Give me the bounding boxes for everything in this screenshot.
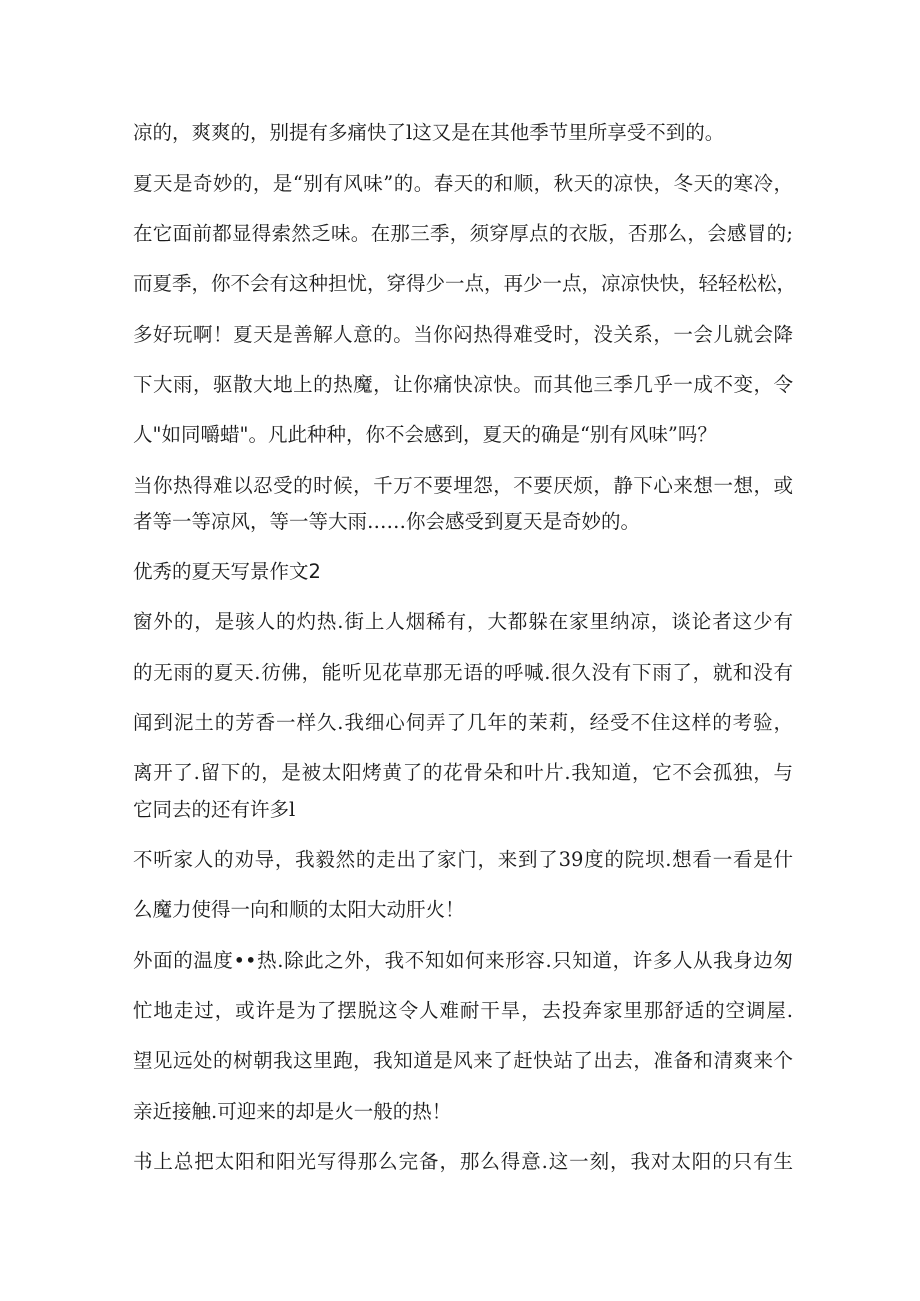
paragraph-line: 夏天是奇妙的，是“别有风味”的。春天的和顺，秋天的凉快，冬天的寒冷， xyxy=(133,172,793,195)
paragraph-line: 不听家人的劝导，我毅然的走出了家门，来到了39度的院坝.想看一看是什 xyxy=(133,848,793,871)
paragraph-line: 窗外的，是骇人的灼热.街上人烟稀有，大都躲在家里纳凉，谈论者这少有 xyxy=(133,610,793,633)
section-heading: 优秀的夏天写景作文2 xyxy=(133,560,321,583)
paragraph-line: 忙地走过，或许是为了摆脱这令人难耐干旱，去投奔家里那舒适的空调屋. xyxy=(133,999,793,1022)
paragraph-line: 当你热得难以忍受的时候，千万不要埋怨，不要厌烦，静下心来想一想，或 xyxy=(133,474,793,497)
paragraph-line: 它同去的还有许多l xyxy=(133,798,296,821)
paragraph-line: 望见远处的树朝我这里跑，我知道是风来了赶快站了出去，准备和清爽来个 xyxy=(133,1049,793,1072)
paragraph-line: 离开了.留下的，是被太阳烤黄了的花骨朵和叶片.我知道，它不会孤独，与 xyxy=(133,761,793,784)
paragraph-line: 凉的，爽爽的，别提有多痛快了l这又是在其他季节里所享受不到的。 xyxy=(133,121,725,144)
paragraph-line: 么魔力使得一向和顺的太阳大动肝火！ xyxy=(133,898,465,921)
paragraph-line: 的无雨的夏天.彷佛，能听见花草那无语的呼喊.很久没有下雨了，就和没有 xyxy=(133,661,793,684)
paragraph-line: 亲近接触.可迎来的却是火一般的热！ xyxy=(133,1100,452,1123)
paragraph-line: 者等一等凉风，等一等大雨……你会感受到夏天是奇妙的。 xyxy=(133,510,641,533)
paragraph-line: 在它面前都显得索然乏味。在那三季，须穿厚点的衣版，否那么，会感冒的; xyxy=(133,222,793,245)
paragraph-line: 人"如同嚼蜡"。凡此种种，你不会感到，夏天的确是“别有风味”吗？ xyxy=(133,423,717,446)
paragraph-line: 而夏季，你不会有这种担忧，穿得少一点，再少一点，凉凉快快，轻轻松松， xyxy=(133,272,797,295)
paragraph-line: 闻到泥土的芳香一样久.我细心伺弄了几年的茉莉，经受不住这样的考验， xyxy=(133,711,793,734)
paragraph-line: 多好玩啊！夏天是善解人意的。当你闷热得难受时，没关系，一会儿就会降 xyxy=(133,323,793,346)
paragraph-line: 书上总把太阳和阳光写得那么完备，那么得意.这一刻，我对太阳的只有生 xyxy=(133,1150,793,1173)
paragraph-line: 外面的温度••热.除此之外，我不知如何来形容.只知道，许多人从我身边匆 xyxy=(133,949,793,972)
paragraph-line: 下大雨，驱散大地上的热魔，让你痛快凉快。而其他三季几乎一成不变，令 xyxy=(133,373,793,396)
